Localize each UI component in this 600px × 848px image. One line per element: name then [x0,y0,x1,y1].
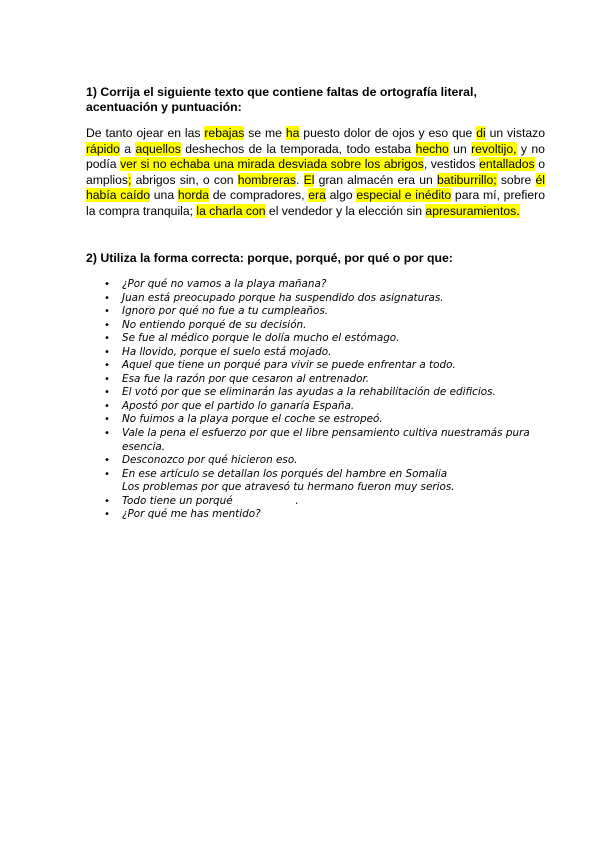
list-item [96,413,536,427]
list-item [96,319,536,333]
paragraph-text: gran almacén era un [314,172,437,187]
bullet-icon: • [104,455,110,467]
highlighted-text: ; [128,172,132,187]
paragraph-text: sobre [496,172,536,187]
bullet-icon: • [104,414,110,426]
list-item-text: Esa fue la razón por que cesaron al entrenador. [122,372,370,385]
list-item-extra-text: Los problemas por que atravesó tu hermano fueron muy serios. [122,481,455,494]
highlighted-text: era [308,188,326,202]
paragraph-text: para mí, prefiero la compra tranquila; [86,188,546,218]
list-item-text: Juan está preocupado porque ha suspendido dos asignaturas. [122,291,444,304]
bullet-icon: • [104,346,110,358]
highlighted-text: ver si no echaba una mirada desviada sobre los abrigos [120,157,424,171]
list-item-text: Desconozco por qué hicieron eso. [122,454,298,467]
paragraph-text: algo [325,188,357,202]
highlighted-text: aquellos [135,141,181,156]
bullet-icon: • [104,360,110,372]
list-item-text: Todo tiene un porqué . [122,494,299,507]
paragraph-text: un vistazo [485,126,545,140]
bullet-icon: • [104,279,110,290]
list-item-text: Se fue al médico porque le dolía mucho el estómago. [122,332,400,345]
list-item [96,495,536,509]
highlighted-text: El [303,172,315,187]
paragraph-text: un [448,141,472,156]
list-item-text: ¿Por qué me has mentido? [122,508,261,521]
list-item-text: En ese artículo se detallan los porqués del hambre en Somalia [122,467,448,480]
highlighted-text: hombreras [237,172,296,187]
bullet-icon: • [104,333,110,345]
bullet-icon: • [104,319,110,331]
paragraph-text: se me [244,126,286,140]
highlighted-text: él había caído [86,172,545,202]
paragraph-text: puesto dolor de ojos y eso que [299,126,477,140]
list-item [96,278,536,292]
list-item-text: No entiendo porqué de su decisión. [122,318,307,331]
paragraph-text: una [150,188,178,202]
paragraph-text: . [295,172,304,187]
bullet-icon: • [104,495,110,507]
paragraph-text: de compradores, [209,188,309,202]
list-item [96,427,536,454]
highlighted-text: rebajas [204,126,245,140]
list-item-text: Vale la pena el esfuerzo por que el libre pensamiento cultiva nuestramás pura esencia. [122,427,533,453]
highlighted-text: rápido [86,141,120,156]
highlighted-text: la charla con [196,203,266,218]
list-item [96,305,536,319]
highlighted-text: especial e inédito [356,188,452,202]
bullet-icon: • [104,373,110,385]
list-item [96,346,536,360]
section2-heading: 2) Utiliza la forma correcta: porque, porqué, por qué o por que: [86,251,453,265]
list-item [96,332,536,346]
paragraph-text: De tanto ojear en las [86,126,205,140]
list-item-text: No fuimos a la playa porque el coche se estropeó. [122,413,383,426]
list-item [96,373,536,387]
section1-heading: 1) Corrija el siguiente texto que contiene faltas de ortografía literal, acentuación y puntuación: [86,85,477,114]
paragraph-text: abrigos sin, o con [131,172,238,187]
list-item [96,386,536,400]
exercise-list [96,278,536,522]
highlighted-text: batiburrillo; [437,172,497,187]
bullet-icon: • [104,468,110,480]
highlighted-text: entallados [479,157,535,171]
paragraph-text: o amplios [86,157,545,187]
highlighted-text: di [476,126,486,140]
highlighted-text: revoltijo, [471,141,517,156]
highlighted-text: horda [177,188,209,202]
list-item [96,468,536,495]
highlighted-text: hecho [415,141,449,156]
bullet-icon: • [104,292,110,304]
list-item-text: Aquel que tiene un porqué para vivir se puede enfrentar a todo. [122,359,456,372]
paragraph-text: a [119,141,136,156]
list-item [96,508,536,522]
list-item-text: ¿Por qué no vamos a la playa mañana? [122,278,327,290]
list-item [96,454,536,468]
highlighted-text: apresuramientos. [425,203,520,218]
bullet-icon: • [104,400,110,412]
correction-paragraph [86,126,545,219]
list-item-text: Ignoro por qué no fue a tu cumpleaños. [122,305,329,318]
highlighted-text: ha [285,126,300,140]
list-item-text: El votó por que se eliminarán las ayudas a la rehabilitación de edificios. [122,386,496,399]
bullet-icon: • [104,306,110,318]
bullet-icon: • [104,387,110,399]
bullet-icon: • [104,509,110,521]
list-item [96,400,536,414]
paragraph-text: el vendedor y la elección sin [265,203,426,218]
paragraph-text: , vestidos [423,157,480,171]
bullet-icon: • [104,428,110,440]
paragraph-text: y no podía [86,141,545,171]
list-item [96,359,536,373]
list-item [96,292,536,306]
list-item-text: Ha llovido, porque el suelo está mojado. [122,345,332,358]
list-item-text: Apostó por que el partido lo ganaría España. [122,399,355,412]
paragraph-text: deshechos de la temporada, todo estaba [180,141,416,156]
